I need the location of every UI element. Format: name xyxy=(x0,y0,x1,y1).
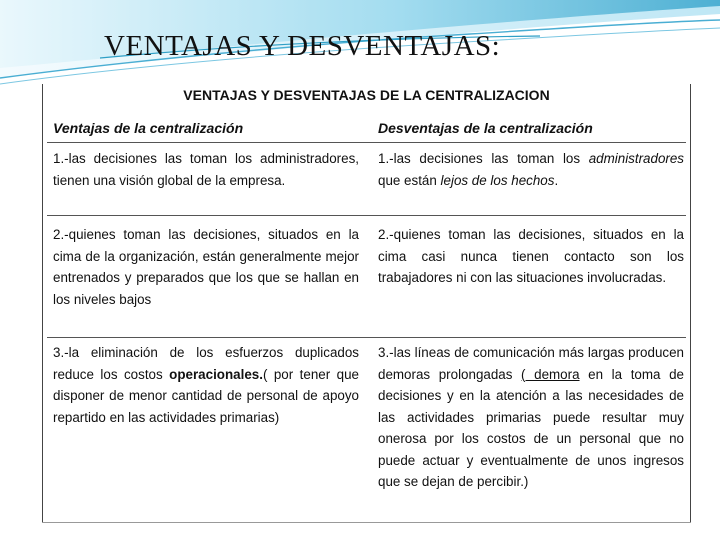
slide-title: VENTAJAS Y DESVENTAJAS: xyxy=(104,30,501,62)
row1-ventaja: 1.-las decisiones las toman los administradores, tienen una visión global de la empresa. xyxy=(53,151,359,188)
row-divider xyxy=(47,215,686,216)
row-divider xyxy=(47,142,686,143)
centralization-table xyxy=(42,84,691,522)
row2-desventaja: 2.-quienes toman las decisiones, situados en la cima casi nunca tienen contacto son los trabajadores ni con las situaciones involucradas. xyxy=(378,227,684,285)
row3-desventaja: 3.-las líneas de comunicación más largas producen demoras prolongadas ( demora en la toma de decisiones y en la atención a las necesidades de las actividades primarias puede resultar muy onerosa por los costos de un personal que no puede actuar y eventualmente de unos ingresos que se dejan de percibir.) xyxy=(378,345,684,489)
table-heading: VENTAJAS Y DESVENTAJAS DE LA CENTRALIZACION xyxy=(183,87,550,103)
column-header-ventajas: Ventajas de la centralización xyxy=(53,120,244,136)
table-bottom-edge xyxy=(42,522,691,523)
row3-ventaja: 3.-la eliminación de los esfuerzos duplicados reduce los costos operacionales.( por tener que disponer de menor cantidad de personal de apoyo repartido en las actividades primarias) xyxy=(53,345,359,425)
row-divider xyxy=(47,337,686,338)
row2-ventaja: 2.-quienes toman las decisiones, situados en la cima de la organización, están generalmente mejor entrenados y preparados que los que se hallan en los niveles bajos xyxy=(53,227,359,307)
row1-desventaja: 1.-las decisiones las toman los administradores que están lejos de los hechos. xyxy=(378,151,684,188)
column-header-desventajas: Desventajas de la centralización xyxy=(378,120,593,136)
